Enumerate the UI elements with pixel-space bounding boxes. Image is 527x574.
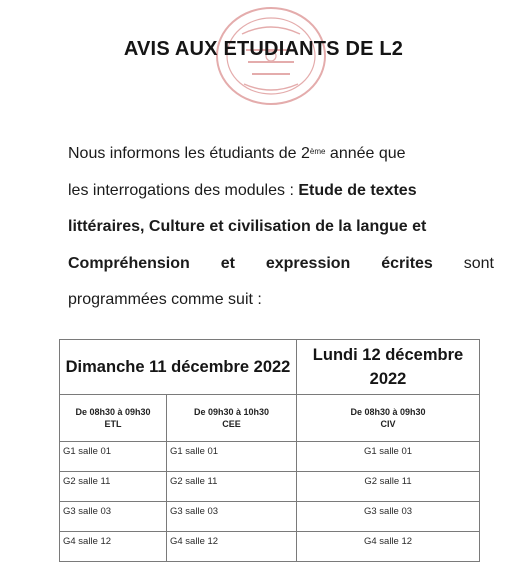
- page-title: AVIS AUX ETUDIANTS DE L2: [123, 38, 404, 60]
- room-cell: G2 salle 11: [60, 472, 167, 502]
- room-cell: G1 salle 01: [297, 442, 480, 472]
- paragraph-line-5: [68, 282, 494, 319]
- slot-module: CEE: [222, 419, 241, 429]
- room-cell: G2 salle 11: [167, 472, 297, 502]
- room-cell: G2 salle 11: [297, 472, 480, 502]
- room-cell: G1 salle 01: [167, 442, 297, 472]
- slot-header: [297, 395, 480, 442]
- paragraph-text: les interrogations des modules :: [68, 181, 299, 199]
- module-name-bold: littéraires, Culture et civilisation de la langue et: [68, 218, 427, 235]
- day-header: Dimanche 11 décembre 2022: [60, 340, 297, 395]
- table-row: [60, 502, 480, 532]
- slot-module: CIV: [380, 419, 396, 429]
- table-row: [60, 532, 480, 562]
- slot-header-row: [60, 395, 480, 442]
- module-name-bold: expression: [265, 254, 351, 272]
- slot-header: [60, 395, 167, 442]
- day-header-row: [60, 340, 480, 395]
- paragraph-text: sont: [463, 254, 494, 272]
- room-cell: G3 salle 03: [167, 502, 297, 532]
- day-header: Lundi 12 décembre 2022: [297, 340, 480, 395]
- paragraph-line-4: [68, 246, 494, 283]
- paragraph-line-3: [68, 209, 494, 246]
- module-name-bold: Compréhension: [68, 254, 190, 272]
- slot-header: [167, 395, 297, 442]
- announcement-paragraph: [68, 136, 494, 319]
- schedule-table: [59, 339, 480, 562]
- room-cell: G1 salle 01: [60, 442, 167, 472]
- ordinal-superscript: ème: [309, 147, 326, 156]
- paragraph-text: Nous informons les étudiants de 2: [68, 145, 310, 162]
- slot-time: De 08h30 à 09h30: [75, 407, 151, 417]
- room-cell: G4 salle 12: [297, 532, 480, 562]
- room-cell: G4 salle 12: [167, 532, 297, 562]
- module-name-bold: et: [220, 254, 235, 272]
- slot-time: De 09h30 à 10h30: [193, 407, 270, 417]
- room-cell: G3 salle 03: [60, 502, 167, 532]
- module-name-bold: écrites: [381, 254, 433, 272]
- paragraph-text: année que: [325, 145, 406, 162]
- paragraph-line-1: [68, 136, 494, 173]
- table-row: [60, 442, 480, 472]
- room-cell: G4 salle 12: [60, 532, 167, 562]
- slot-time: De 08h30 à 09h30: [350, 407, 426, 417]
- room-cell: G3 salle 03: [297, 502, 480, 532]
- paragraph-text: programmées comme suit :: [68, 291, 262, 308]
- paragraph-line-2: [68, 173, 494, 210]
- table-row: [60, 472, 480, 502]
- module-name-bold: Etude de textes: [298, 181, 417, 199]
- slot-module: ETL: [104, 419, 122, 429]
